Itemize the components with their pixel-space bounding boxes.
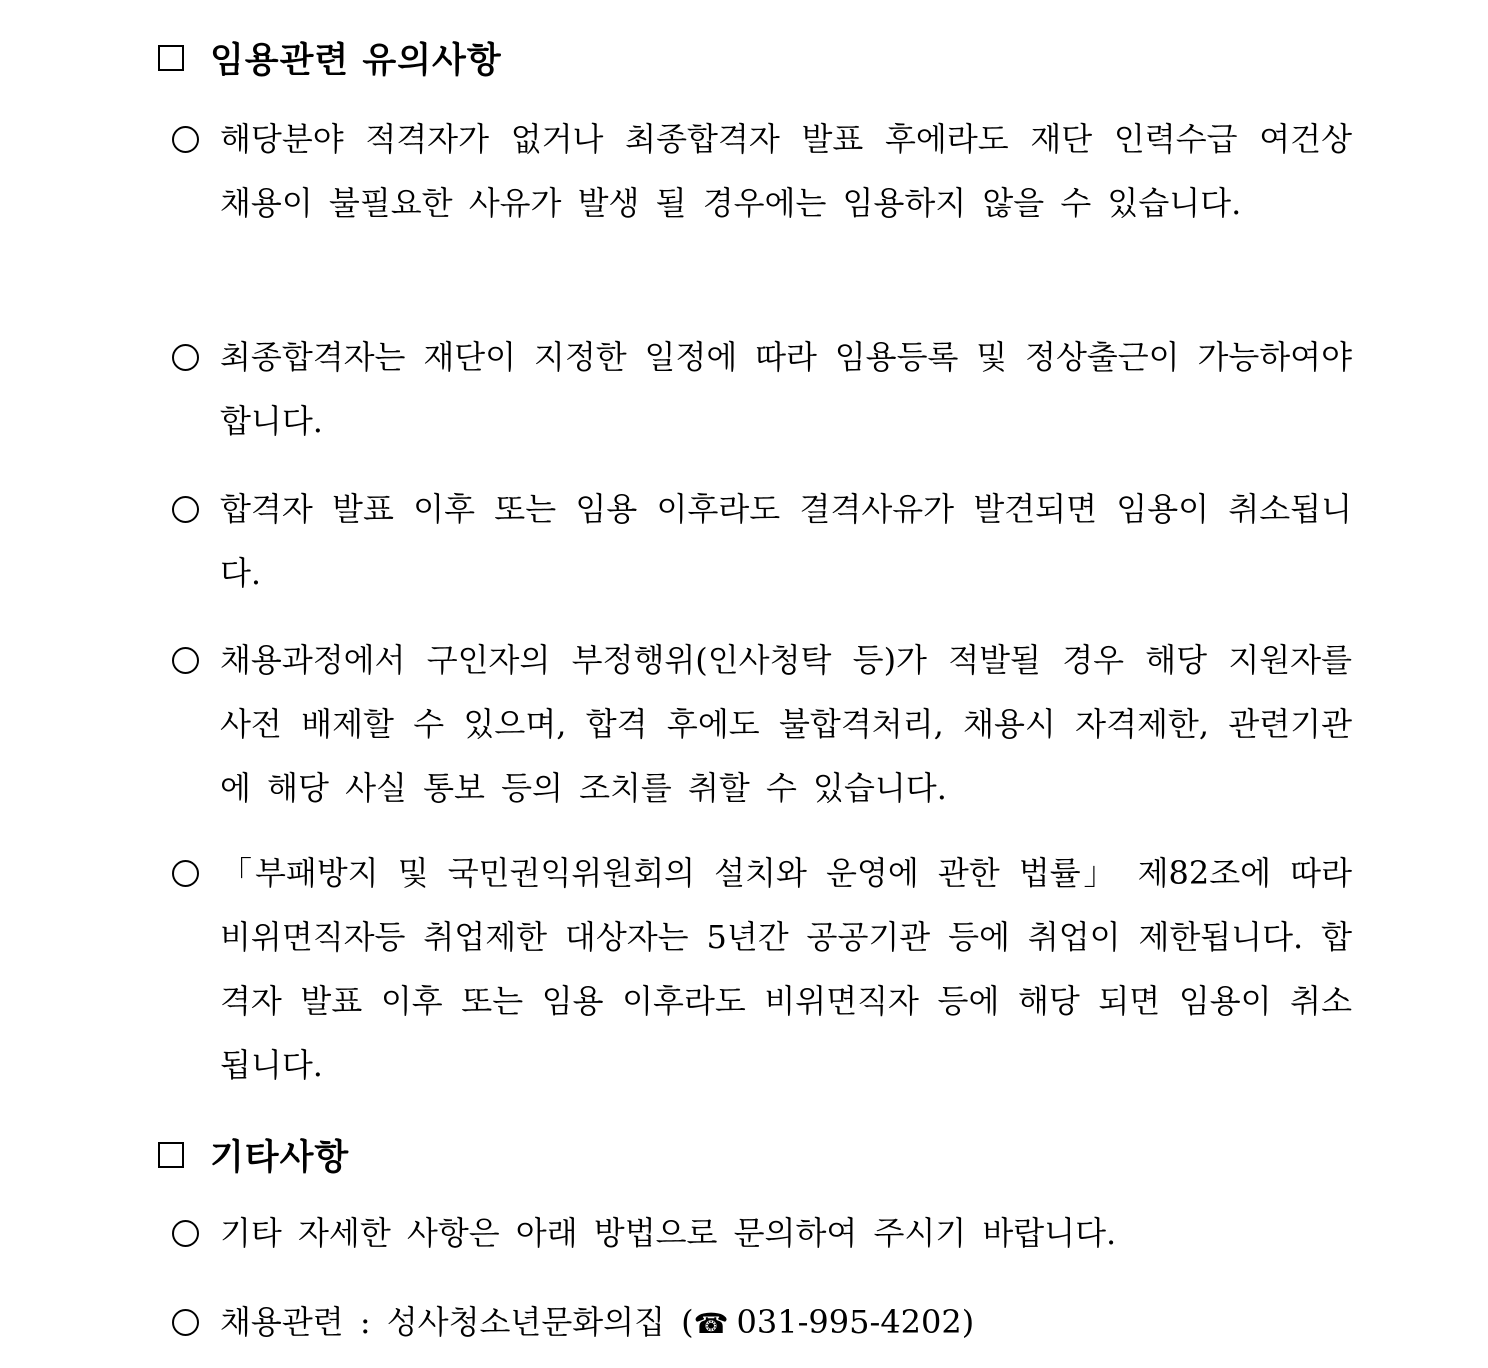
list-item [172, 336, 1352, 453]
section-heading-etc [158, 1130, 349, 1180]
circle-bullet-icon [172, 1309, 199, 1336]
circle-bullet-icon [172, 344, 199, 371]
list-item [172, 852, 1352, 1097]
circle-bullet-icon [172, 126, 199, 153]
contact-item [172, 1301, 1352, 1356]
circle-bullet-icon [172, 647, 199, 674]
list-item [172, 118, 1352, 235]
item-text: 기타 자세한 사항은 아래 방법으로 문의하여 주시기 바랍니다. [220, 1214, 1117, 1252]
item-text: 해당분야 적격자가 없거나 최종합격자 발표 후에라도 재단 인력수급 여건상 채용이 불필요한 사유가 발생 될 경우에는 임용하지 않을 수 있습니다. [220, 120, 1352, 222]
list-item [172, 639, 1352, 820]
section-title: 기타사항 [210, 1138, 350, 1178]
circle-bullet-icon [172, 1220, 199, 1247]
circle-bullet-icon [172, 860, 199, 887]
item-text: 합격자 발표 이후 또는 임용 이후라도 결격사유가 발견되면 임용이 취소됩니다. [220, 490, 1352, 592]
checkbox-square-icon [158, 45, 184, 71]
item-text: 채용과정에서 구인자의 부정행위(인사청탁 등)가 적발될 경우 해당 지원자를 사전 배제할 수 있으며, 합격 후에도 불합격처리, 채용시 자격제한, 관련기관에 해당 사실 통보 등의 조치를 취할 수 있습니다. [220, 641, 1352, 807]
section-title: 임용관련 유의사항 [210, 41, 502, 81]
telephone-icon: ☎ [693, 1307, 729, 1340]
checkbox-square-icon [158, 1142, 184, 1168]
contact-phone: 031-995-4202) [736, 1303, 975, 1341]
item-text: 「부패방지 및 국민권익위원회의 설치와 운영에 관한 법률」 제82조에 따라 비위면직자등 취업제한 대상자는 5년간 공공기관 등에 취업이 제한됩니다. 합격자 발표 이후 또는 임용 이후라도 비위면직자 등에 해당 되면 임용이 취소됩니다. [220, 854, 1352, 1084]
contact-text [220, 1290, 1352, 1356]
item-text: 최종합격자는 재단이 지정한 일정에 따라 임용등록 및 정상출근이 가능하여야 합니다. [220, 338, 1352, 440]
list-item [172, 488, 1352, 605]
circle-bullet-icon [172, 496, 199, 523]
section-heading-appointment [158, 33, 502, 83]
contact-label: 채용관련 : 성사청소년문화의집 ( [220, 1303, 694, 1341]
list-item [172, 1212, 1352, 1265]
